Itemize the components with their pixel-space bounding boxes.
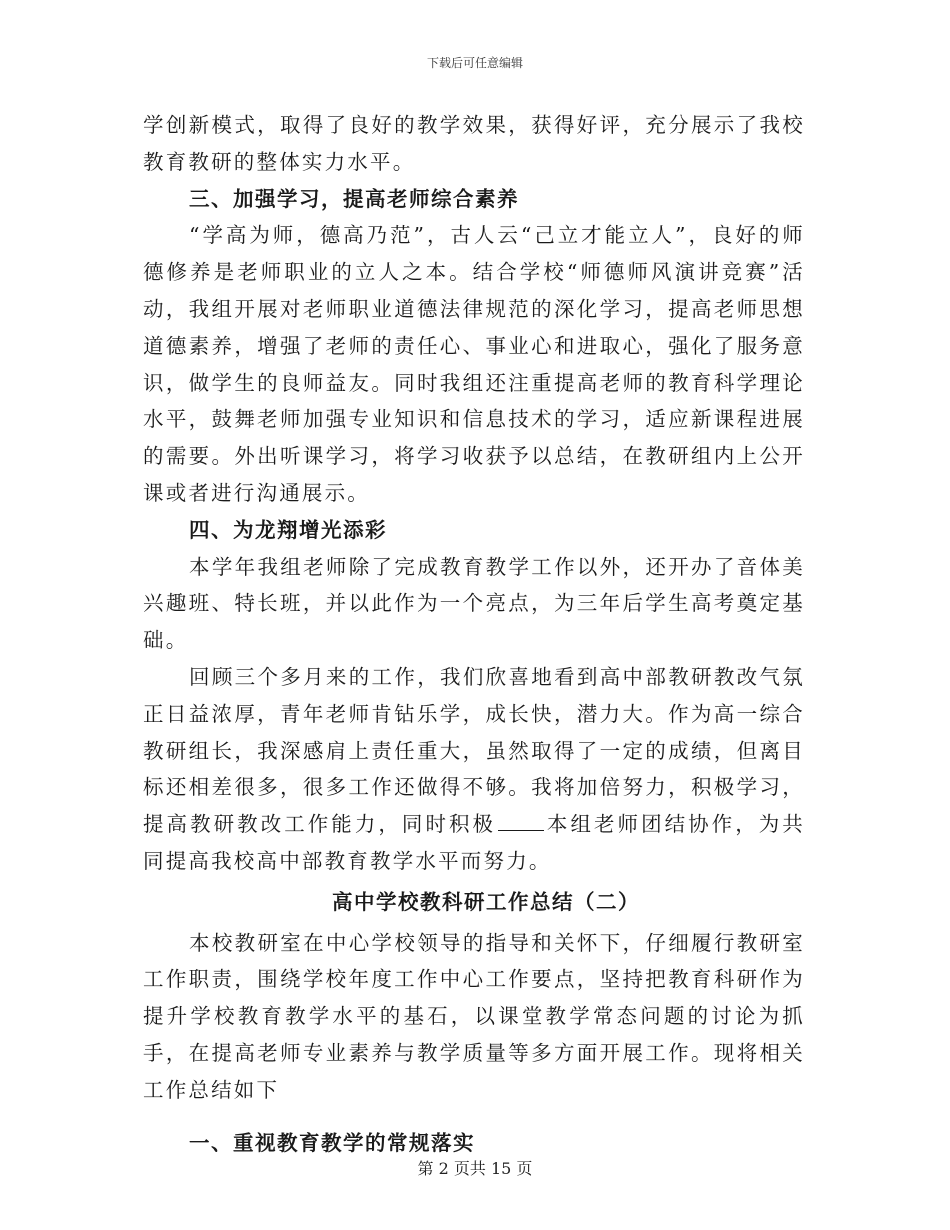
document-title: 高中学校教科研工作总结（二）: [332, 889, 640, 914]
page-header: 下载后可任意编辑: [426, 56, 523, 70]
fill-blank-line: [498, 808, 544, 831]
paragraph-intro: 本校教研室在中心学校领导的指导和关怀下，仔细履行教研室工作职责，围绕学校年度工作中心工作要点，坚持把教育科研作为提升学校教育教学水平的基石，以课堂教学常态问题的讨论为抓手，在提高老师专业素养与教学质量等多方面开展工作。现将相关工作总结如下: [143, 930, 805, 1102]
section-heading-3: 三、加强学习，提高老师综合素养: [189, 186, 519, 211]
paragraph-study: “学高为师，德高乃范”，古人云“己立才能立人”，良好的师德修养是老师职业的立人之本。结合学校“师德师风演讲竞赛”活动，我组开展对老师职业道德法律规范的深化学习，提高老师思想道德素养，增强了老师的责任心、事业心和进取心，强化了服务意识，做学生的良师益友。同时我组还注重提高老师的教育科学理论水平，鼓舞老师加强专业知识和信息技术的学习，适应新课程进展的需要。外出听课学习，将学习收获予以总结，在教研组内上公开课或者进行沟通展示。: [143, 223, 805, 505]
document-body: [143, 107, 805, 1161]
section-heading-1: 一、重视教育教学的常规落实: [189, 1130, 475, 1155]
page-footer: 第 2 页共 15 页: [417, 1159, 533, 1178]
review-text-part1: 回顾三个多月来的工作，我们欣喜地看到高中部教研教改气氛正日益浓厚，青年老师肯钻乐学，成长快，潜力大。作为高一综合教研组长，我深感肩上责任重大，虽然取得了一定的成绩，但离目标还相差很多，很多工作还做得不够。我将加倍努力，积极学习，提高教研教改工作能力，同时积极: [143, 664, 805, 837]
review-text-part2: 本组老师团结协作，为共同提高我校高中部教育教学水平而努力。: [143, 812, 805, 873]
paragraph-extracurricular: 本学年我组老师除了完成教育教学工作以外，还开办了音体美兴趣班、特长班，并以此作为一个亮点，为三年后学生高考奠定基础。: [143, 554, 805, 653]
section-heading-4: 四、为龙翔增光添彩: [189, 517, 387, 542]
paragraph-continuation: 学创新模式，取得了良好的教学效果，获得好评，充分展示了我校教育教研的整体实力水平。: [143, 113, 805, 174]
paragraph-review: [143, 659, 805, 880]
